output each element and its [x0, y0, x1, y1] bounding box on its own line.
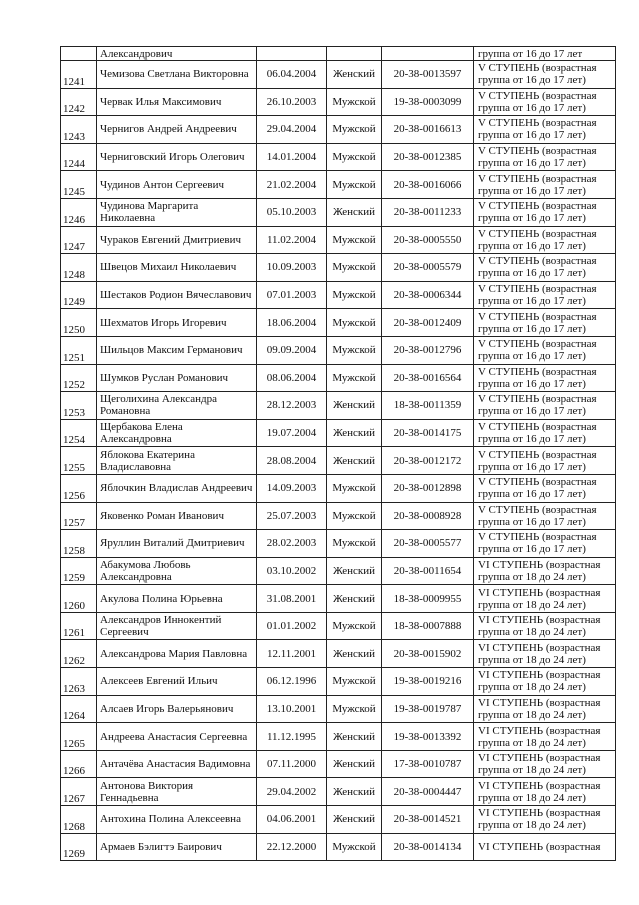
full-name-cell: Акулова Полина Юрьевна: [97, 585, 257, 613]
row-number-cell: 1250: [61, 309, 97, 337]
uin-code-cell: 20-38-0004447: [382, 778, 474, 806]
birth-date-cell: 09.09.2004: [257, 336, 327, 364]
sex-cell: Женский: [327, 806, 382, 834]
level-cell: VI СТУПЕНЬ (возрастная: [474, 833, 616, 861]
uin-code-cell: 20-38-0008928: [382, 502, 474, 530]
row-number-cell: 1243: [61, 116, 97, 144]
uin-code-cell: 20-38-0014175: [382, 419, 474, 447]
birth-date-cell: 01.01.2002: [257, 612, 327, 640]
uin-code-cell: 20-38-0005550: [382, 226, 474, 254]
level-cell: V СТУПЕНЬ (возрастная группа от 16 до 17 лет): [474, 88, 616, 116]
table-row: [61, 336, 616, 364]
birth-date-cell: 11.12.1995: [257, 723, 327, 751]
full-name-cell: Антонова Виктория Геннадьевна: [97, 778, 257, 806]
table-row: [61, 281, 616, 309]
level-cell: V СТУПЕНЬ (возрастная группа от 16 до 17 лет): [474, 226, 616, 254]
row-number-cell: 1244: [61, 143, 97, 171]
uin-code-cell: 20-38-0012898: [382, 474, 474, 502]
level-cell: VI СТУПЕНЬ (возрастная группа от 18 до 24 лет): [474, 806, 616, 834]
row-number-cell: 1252: [61, 364, 97, 392]
full-name-cell: Щеголихина Александра Романовна: [97, 392, 257, 420]
row-number-cell: 1258: [61, 530, 97, 558]
table-row: [61, 557, 616, 585]
level-cell: V СТУПЕНЬ (возрастная группа от 16 до 17 лет): [474, 336, 616, 364]
level-cell: VI СТУПЕНЬ (возрастная группа от 18 до 24 лет): [474, 723, 616, 751]
row-number-cell: 1268: [61, 806, 97, 834]
full-name-cell: Чемизова Светлана Викторовна: [97, 61, 257, 89]
registry-table-body: [61, 47, 616, 861]
level-cell: VI СТУПЕНЬ (возрастная группа от 18 до 24 лет): [474, 668, 616, 696]
level-cell: V СТУПЕНЬ (возрастная группа от 16 до 17 лет): [474, 116, 616, 144]
level-cell: V СТУПЕНЬ (возрастная группа от 16 до 17 лет): [474, 281, 616, 309]
sex-cell: Женский: [327, 723, 382, 751]
sex-cell: Женский: [327, 750, 382, 778]
table-row: [61, 226, 616, 254]
level-cell: VI СТУПЕНЬ (возрастная группа от 18 до 24 лет): [474, 557, 616, 585]
table-row: [61, 723, 616, 751]
full-name-cell: Александрович: [97, 47, 257, 61]
uin-code-cell: 17-38-0010787: [382, 750, 474, 778]
row-number-cell: 1249: [61, 281, 97, 309]
birth-date-cell: 13.10.2001: [257, 695, 327, 723]
birth-date-cell: 11.02.2004: [257, 226, 327, 254]
full-name-cell: Армаев Бэлигтэ Баирович: [97, 833, 257, 861]
table-row: [61, 171, 616, 199]
full-name-cell: Антачёва Анастасия Вадимовна: [97, 750, 257, 778]
full-name-cell: Андреева Анастасия Сергеевна: [97, 723, 257, 751]
registry-table-page: [60, 46, 615, 861]
uin-code-cell: 20-38-0013597: [382, 61, 474, 89]
level-cell: V СТУПЕНЬ (возрастная группа от 16 до 17 лет): [474, 198, 616, 226]
row-number-cell: 1248: [61, 254, 97, 282]
uin-code-cell: 19-38-0013392: [382, 723, 474, 751]
full-name-cell: Червак Илья Максимович: [97, 88, 257, 116]
uin-code-cell: 20-38-0011654: [382, 557, 474, 585]
level-cell: V СТУПЕНЬ (возрастная группа от 16 до 17 лет): [474, 447, 616, 475]
level-cell: VI СТУПЕНЬ (возрастная группа от 18 до 24 лет): [474, 612, 616, 640]
sex-cell: Мужской: [327, 116, 382, 144]
table-row: [61, 392, 616, 420]
row-number-cell: 1263: [61, 668, 97, 696]
sex-cell: Женский: [327, 61, 382, 89]
row-number-cell: 1246: [61, 198, 97, 226]
row-number-cell: 1266: [61, 750, 97, 778]
level-cell: V СТУПЕНЬ (возрастная группа от 16 до 17 лет): [474, 502, 616, 530]
uin-code-cell: [382, 47, 474, 61]
table-row: [61, 474, 616, 502]
sex-cell: Женский: [327, 778, 382, 806]
table-row: [61, 585, 616, 613]
uin-code-cell: 20-38-0012385: [382, 143, 474, 171]
birth-date-cell: 07.11.2000: [257, 750, 327, 778]
birth-date-cell: 29.04.2004: [257, 116, 327, 144]
birth-date-cell: 18.06.2004: [257, 309, 327, 337]
uin-code-cell: 20-38-0012409: [382, 309, 474, 337]
full-name-cell: Яруллин Виталий Дмитриевич: [97, 530, 257, 558]
table-row: [61, 419, 616, 447]
sex-cell: Мужской: [327, 281, 382, 309]
full-name-cell: Чураков Евгений Дмитриевич: [97, 226, 257, 254]
table-row: [61, 612, 616, 640]
row-number-cell: 1241: [61, 61, 97, 89]
uin-code-cell: 20-38-0014134: [382, 833, 474, 861]
row-number-cell: 1260: [61, 585, 97, 613]
level-cell: V СТУПЕНЬ (возрастная группа от 16 до 17 лет): [474, 171, 616, 199]
full-name-cell: Шильцов Максим Германович: [97, 336, 257, 364]
table-row: [61, 198, 616, 226]
birth-date-cell: 12.11.2001: [257, 640, 327, 668]
sex-cell: Мужской: [327, 171, 382, 199]
sex-cell: Мужской: [327, 254, 382, 282]
uin-code-cell: 20-38-0016066: [382, 171, 474, 199]
birth-date-cell: 06.12.1996: [257, 668, 327, 696]
level-cell: V СТУПЕНЬ (возрастная группа от 16 до 17 лет): [474, 61, 616, 89]
sex-cell: Мужской: [327, 612, 382, 640]
full-name-cell: Щербакова Елена Александровна: [97, 419, 257, 447]
full-name-cell: Алсаев Игорь Валерьянович: [97, 695, 257, 723]
row-number-cell: 1247: [61, 226, 97, 254]
row-number-cell: 1257: [61, 502, 97, 530]
full-name-cell: Чудинов Антон Сергеевич: [97, 171, 257, 199]
uin-code-cell: 20-38-0016564: [382, 364, 474, 392]
uin-code-cell: 18-38-0011359: [382, 392, 474, 420]
birth-date-cell: 10.09.2003: [257, 254, 327, 282]
uin-code-cell: 20-38-0011233: [382, 198, 474, 226]
row-number-cell: 1254: [61, 419, 97, 447]
row-number-cell: 1264: [61, 695, 97, 723]
sex-cell: Женский: [327, 419, 382, 447]
full-name-cell: Александрова Мария Павловна: [97, 640, 257, 668]
uin-code-cell: 20-38-0012796: [382, 336, 474, 364]
table-row: [61, 309, 616, 337]
birth-date-cell: 19.07.2004: [257, 419, 327, 447]
level-cell: группа от 16 до 17 лет: [474, 47, 616, 61]
row-number-cell: 1251: [61, 336, 97, 364]
full-name-cell: Яблокова Екатерина Владиславовна: [97, 447, 257, 475]
table-row: [61, 143, 616, 171]
row-number-cell: 1245: [61, 171, 97, 199]
row-number-cell: 1267: [61, 778, 97, 806]
level-cell: V СТУПЕНЬ (возрастная группа от 16 до 17 лет): [474, 364, 616, 392]
sex-cell: Женский: [327, 557, 382, 585]
table-row: [61, 668, 616, 696]
level-cell: V СТУПЕНЬ (возрастная группа от 16 до 17 лет): [474, 254, 616, 282]
row-number-cell: 1262: [61, 640, 97, 668]
table-row: [61, 502, 616, 530]
level-cell: V СТУПЕНЬ (возрастная группа от 16 до 17 лет): [474, 392, 616, 420]
birth-date-cell: 26.10.2003: [257, 88, 327, 116]
row-number-cell: 1265: [61, 723, 97, 751]
table-row: [61, 364, 616, 392]
full-name-cell: Шестаков Родион Вячеславович: [97, 281, 257, 309]
level-cell: VI СТУПЕНЬ (возрастная группа от 18 до 24 лет): [474, 778, 616, 806]
sex-cell: Мужской: [327, 833, 382, 861]
table-row: [61, 254, 616, 282]
full-name-cell: Александров Иннокентий Сергеевич: [97, 612, 257, 640]
table-row: [61, 88, 616, 116]
level-cell: V СТУПЕНЬ (возрастная группа от 16 до 17 лет): [474, 530, 616, 558]
table-row: [61, 116, 616, 144]
birth-date-cell: 31.08.2001: [257, 585, 327, 613]
sex-cell: Мужской: [327, 695, 382, 723]
birth-date-cell: 08.06.2004: [257, 364, 327, 392]
level-cell: V СТУПЕНЬ (возрастная группа от 16 до 17 лет): [474, 474, 616, 502]
sex-cell: Женский: [327, 392, 382, 420]
birth-date-cell: 06.04.2004: [257, 61, 327, 89]
row-number-cell: 1253: [61, 392, 97, 420]
row-number-cell: 1255: [61, 447, 97, 475]
table-row: [61, 833, 616, 861]
full-name-cell: Чудинова Маргарита Николаевна: [97, 198, 257, 226]
level-cell: VI СТУПЕНЬ (возрастная группа от 18 до 24 лет): [474, 695, 616, 723]
uin-code-cell: 19-38-0003099: [382, 88, 474, 116]
row-number-cell: 1242: [61, 88, 97, 116]
table-row: [61, 61, 616, 89]
table-row: [61, 750, 616, 778]
birth-date-cell: 22.12.2000: [257, 833, 327, 861]
uin-code-cell: 20-38-0005577: [382, 530, 474, 558]
full-name-cell: Яблочкин Владислав Андреевич: [97, 474, 257, 502]
uin-code-cell: 18-38-0009955: [382, 585, 474, 613]
sex-cell: Мужской: [327, 309, 382, 337]
uin-code-cell: 20-38-0006344: [382, 281, 474, 309]
row-number-cell: [61, 47, 97, 61]
birth-date-cell: 29.04.2002: [257, 778, 327, 806]
table-row: [61, 530, 616, 558]
birth-date-cell: 03.10.2002: [257, 557, 327, 585]
uin-code-cell: 20-38-0016613: [382, 116, 474, 144]
sex-cell: Мужской: [327, 143, 382, 171]
level-cell: V СТУПЕНЬ (возрастная группа от 16 до 17 лет): [474, 143, 616, 171]
registry-table: [60, 46, 616, 861]
sex-cell: Женский: [327, 640, 382, 668]
full-name-cell: Абакумова Любовь Александровна: [97, 557, 257, 585]
uin-code-cell: 18-38-0007888: [382, 612, 474, 640]
table-row: [61, 640, 616, 668]
birth-date-cell: 28.08.2004: [257, 447, 327, 475]
full-name-cell: Швецов Михаил Николаевич: [97, 254, 257, 282]
sex-cell: Мужской: [327, 668, 382, 696]
sex-cell: Мужской: [327, 364, 382, 392]
level-cell: V СТУПЕНЬ (возрастная группа от 16 до 17 лет): [474, 309, 616, 337]
sex-cell: Мужской: [327, 474, 382, 502]
row-number-cell: 1261: [61, 612, 97, 640]
row-number-cell: 1259: [61, 557, 97, 585]
table-row: [61, 778, 616, 806]
uin-code-cell: 19-38-0019216: [382, 668, 474, 696]
sex-cell: Женский: [327, 198, 382, 226]
sex-cell: Мужской: [327, 226, 382, 254]
row-number-cell: 1256: [61, 474, 97, 502]
birth-date-cell: 25.07.2003: [257, 502, 327, 530]
sex-cell: Мужской: [327, 502, 382, 530]
level-cell: VI СТУПЕНЬ (возрастная группа от 18 до 24 лет): [474, 640, 616, 668]
level-cell: V СТУПЕНЬ (возрастная группа от 16 до 17 лет): [474, 419, 616, 447]
full-name-cell: Чернигов Андрей Андреевич: [97, 116, 257, 144]
level-cell: VI СТУПЕНЬ (возрастная группа от 18 до 24 лет): [474, 750, 616, 778]
birth-date-cell: 14.09.2003: [257, 474, 327, 502]
uin-code-cell: 20-38-0014521: [382, 806, 474, 834]
full-name-cell: Шехматов Игорь Игоревич: [97, 309, 257, 337]
full-name-cell: Яковенко Роман Иванович: [97, 502, 257, 530]
uin-code-cell: 20-38-0005579: [382, 254, 474, 282]
sex-cell: [327, 47, 382, 61]
full-name-cell: Антохина Полина Алексеевна: [97, 806, 257, 834]
table-row: [61, 695, 616, 723]
uin-code-cell: 20-38-0015902: [382, 640, 474, 668]
birth-date-cell: [257, 47, 327, 61]
uin-code-cell: 20-38-0012172: [382, 447, 474, 475]
birth-date-cell: 07.01.2003: [257, 281, 327, 309]
row-number-cell: 1269: [61, 833, 97, 861]
table-row: [61, 447, 616, 475]
birth-date-cell: 28.02.2003: [257, 530, 327, 558]
full-name-cell: Черниговский Игорь Олегович: [97, 143, 257, 171]
birth-date-cell: 04.06.2001: [257, 806, 327, 834]
full-name-cell: Шумков Руслан Романович: [97, 364, 257, 392]
full-name-cell: Алексеев Евгений Ильич: [97, 668, 257, 696]
birth-date-cell: 28.12.2003: [257, 392, 327, 420]
table-row-continued: [61, 47, 616, 61]
sex-cell: Мужской: [327, 336, 382, 364]
sex-cell: Мужской: [327, 530, 382, 558]
birth-date-cell: 05.10.2003: [257, 198, 327, 226]
sex-cell: Женский: [327, 447, 382, 475]
sex-cell: Женский: [327, 585, 382, 613]
birth-date-cell: 14.01.2004: [257, 143, 327, 171]
level-cell: VI СТУПЕНЬ (возрастная группа от 18 до 24 лет): [474, 585, 616, 613]
birth-date-cell: 21.02.2004: [257, 171, 327, 199]
uin-code-cell: 19-38-0019787: [382, 695, 474, 723]
table-row: [61, 806, 616, 834]
sex-cell: Мужской: [327, 88, 382, 116]
